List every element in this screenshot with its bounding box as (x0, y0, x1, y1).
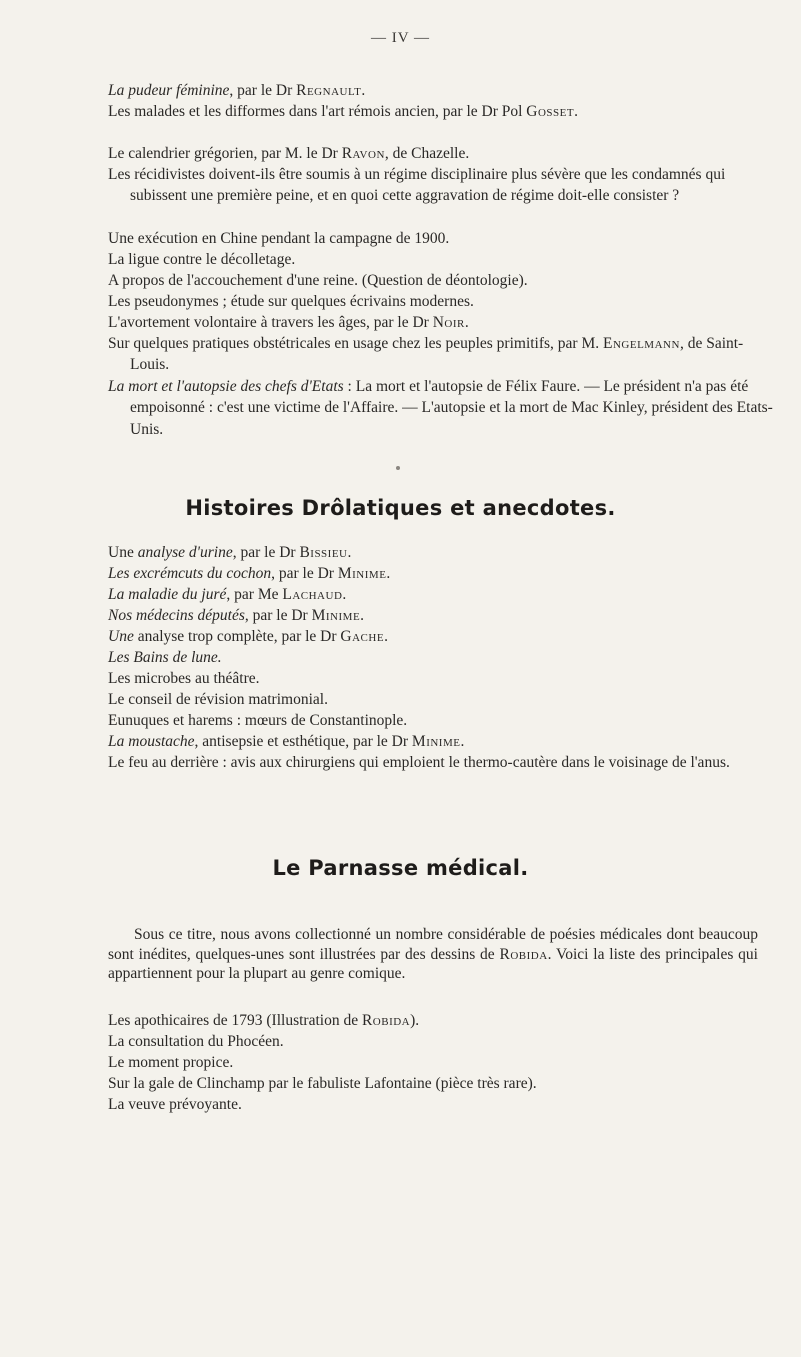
list-item: Les malades et les difformes dans l'art rémois ancien, par le Dr Pol Gosset. (108, 103, 578, 120)
list-item: Une analyse trop complète, par le Dr Gache. (108, 628, 388, 645)
list-item: Les excrémcuts du cochon, par le Dr Minime. (108, 565, 391, 582)
list-item: La mort et l'autopsie des chefs d'Etats : La mort et l'autopsie de Félix Faure. — Le président n'a pas été empoisonné : c'est une victime de l'Affaire. — L'autopsie et la mort de Mac Kinley, président des Etats-Unis. (108, 378, 773, 438)
list-item: Une exécution en Chine pendant la campagne de 1900. (108, 230, 450, 247)
list-item: A propos de l'accouchement d'une reine. (Question de déontologie). (108, 272, 528, 289)
list-item: La moustache, antisepsie et esthétique, par le Dr Minime. (108, 733, 465, 750)
list-item: La ligue contre le décolletage. (108, 251, 296, 268)
list-item: Le calendrier grégorien, par M. le Dr Ravon, de Chazelle. (108, 145, 470, 162)
list-item: Le moment propice. (108, 1054, 234, 1071)
section-title-histoires: Histoires Drôlatiques et anecdotes. (185, 496, 616, 520)
list-item: Eunuques et harems : mœurs de Constantinople. (108, 712, 408, 729)
list-item: L'avortement volontaire à travers les âges, par le Dr Noir. (108, 314, 469, 331)
list-item: Sur quelques pratiques obstétricales en usage chez les peuples primitifs, par M. Engelmann, de Saint-Louis. (108, 335, 744, 374)
list-item: Une analyse d'urine, par le Dr Bissieu. (108, 544, 352, 561)
list-item: La veuve prévoyante. (108, 1096, 242, 1113)
list-item: La consultation du Phocéen. (108, 1033, 284, 1050)
list-item: Le conseil de révision matrimonial. (108, 691, 328, 708)
list-item: Les pseudonymes ; étude sur quelques écrivains modernes. (108, 293, 474, 310)
intro-paragraph: Sous ce titre, nous avons collectionné un nombre considérable de poésies médicales dont beaucoup sont inédites, quelques-unes sont illustrées par des dessins de Robida. Voici la liste des principales qui appartiennent pour la plupart au genre comique. (108, 926, 758, 982)
list-item: Nos médecins députés, par le Dr Minime. (108, 607, 365, 624)
section-title-parnasse: Le Parnasse médical. (272, 856, 529, 880)
list-item: La pudeur féminine, par le Dr Regnault. (108, 82, 366, 99)
list-item: Les microbes au théâtre. (108, 670, 260, 687)
ink-dot (396, 466, 400, 470)
list-item: Les Bains de lune. (108, 649, 222, 666)
list-item: Les apothicaires de 1793 (Illustration de Robida). (108, 1012, 420, 1029)
list-item: Les récidivistes doivent-ils être soumis à un régime disciplinaire plus sévère que les condamnés qui subissent une première peine, et en quoi cette aggravation de régime doit-elle consister ? (108, 166, 726, 205)
list-item: Le feu au derrière : avis aux chirurgiens qui emploient le thermo-cautère dans le voisinage de l'anus. (108, 754, 730, 771)
list-item: La maladie du juré, par Me Lachaud. (108, 586, 347, 603)
list-item: Sur la gale de Clinchamp par le fabuliste Lafontaine (pièce très rare). (108, 1075, 537, 1092)
page-number: — IV — (370, 30, 431, 46)
